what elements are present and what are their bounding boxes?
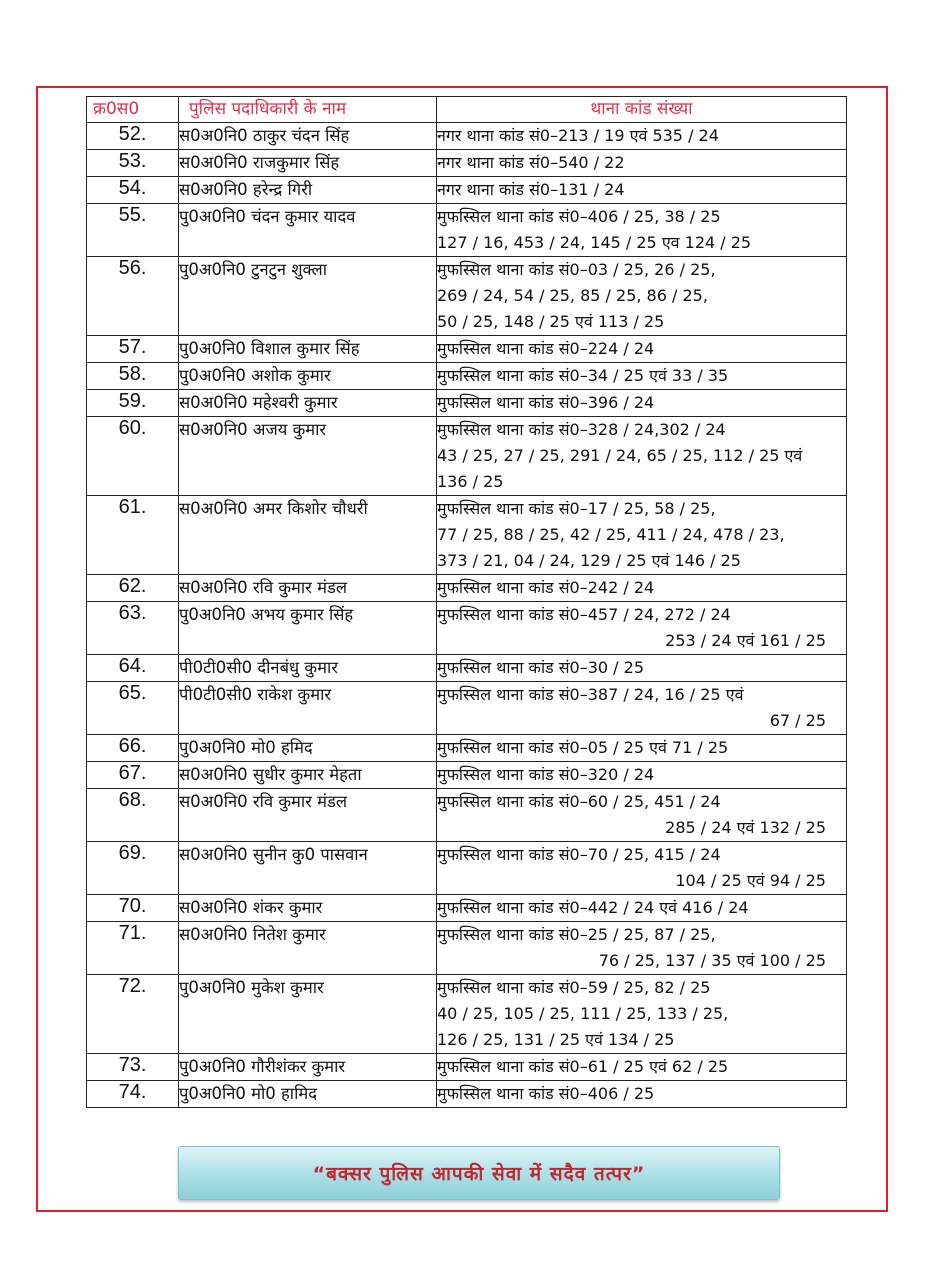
case-numbers	[437, 975, 847, 1054]
table-row	[87, 735, 847, 762]
case-line: मुफस्सिल थाना कांड सं0–25 / 25, 87 / 25,	[437, 925, 716, 944]
serial-number: 56.	[87, 257, 179, 336]
case-numbers	[437, 177, 847, 204]
table-row	[87, 204, 847, 257]
officer-name: स0अ0नि0 रवि कुमार मंडल	[179, 789, 437, 842]
serial-number: 52.	[87, 123, 179, 150]
table-header-row	[87, 97, 847, 123]
officer-name: पी0टी0सी0 राकेश कुमार	[179, 682, 437, 735]
slogan-text: “बक्सर पुलिस आपकी सेवा में सदैव तत्पर”	[312, 1163, 646, 1185]
header-serial: क्र0स0	[87, 97, 179, 123]
case-line: 40 / 25, 105 / 25, 111 / 25, 133 / 25,	[437, 1004, 729, 1023]
officer-name: पु0अ0नि0 अभय कुमार सिंह	[179, 602, 437, 655]
case-numbers	[437, 417, 847, 496]
officer-name: स0अ0नि0 सुनीन कु0 पासवान	[179, 842, 437, 895]
case-line: मुफस्सिल थाना कांड सं0–320 / 24	[437, 765, 655, 784]
officer-name: पी0टी0सी0 दीनबंधु कुमार	[179, 655, 437, 682]
case-line: मुफस्सिल थाना कांड सं0–224 / 24	[437, 339, 655, 358]
case-line: नगर थाना कांड सं0–131 / 24	[437, 180, 625, 199]
serial-number: 74.	[87, 1081, 179, 1108]
case-numbers	[437, 575, 847, 602]
table-row	[87, 336, 847, 363]
serial-number: 69.	[87, 842, 179, 895]
header-officer-name: पुलिस पदाधिकारी के नाम	[179, 97, 437, 123]
case-numbers	[437, 1081, 847, 1108]
case-numbers	[437, 1054, 847, 1081]
slogan-banner	[178, 1146, 780, 1200]
case-line: मुफस्सिल थाना कांड सं0–70 / 25, 415 / 24	[437, 845, 721, 864]
serial-number: 63.	[87, 602, 179, 655]
table-row	[87, 762, 847, 789]
officer-name: पु0अ0नि0 मो0 हामिद	[179, 1081, 437, 1108]
serial-number: 66.	[87, 735, 179, 762]
serial-number: 68.	[87, 789, 179, 842]
officer-name: पु0अ0नि0 चंदन कुमार यादव	[179, 204, 437, 257]
case-line: मुफस्सिल थाना कांड सं0–59 / 25, 82 / 25	[437, 978, 711, 997]
officer-name: स0अ0नि0 राजकुमार सिंह	[179, 150, 437, 177]
case-line: मुफस्सिल थाना कांड सं0–30 / 25	[437, 658, 645, 677]
officer-name: स0अ0नि0 रवि कुमार मंडल	[179, 575, 437, 602]
case-line: मुफस्सिल थाना कांड सं0–05 / 25 एवं 71 / 25	[437, 738, 729, 757]
case-line: मुफस्सिल थाना कांड सं0–406 / 25, 38 / 25	[437, 207, 721, 226]
serial-number: 61.	[87, 496, 179, 575]
case-line: मुफस्सिल थाना कांड सं0–442 / 24 एवं 416 / 24	[437, 898, 749, 917]
officer-name: पु0अ0नि0 विशाल कुमार सिंह	[179, 336, 437, 363]
officer-name: स0अ0नि0 नितेश कुमार	[179, 922, 437, 975]
table-row	[87, 257, 847, 336]
case-line: मुफस्सिल थाना कांड सं0–03 / 25, 26 / 25,	[437, 260, 716, 279]
header-case-numbers: थाना कांड संख्या	[437, 97, 847, 123]
case-numbers	[437, 895, 847, 922]
officer-name: स0अ0नि0 सुधीर कुमार मेहता	[179, 762, 437, 789]
case-numbers	[437, 363, 847, 390]
case-line: मुफस्सिल थाना कांड सं0–60 / 25, 451 / 24	[437, 792, 721, 811]
case-line: 136 / 25	[437, 472, 504, 491]
serial-number: 73.	[87, 1054, 179, 1081]
case-line: 285 / 24 एवं 132 / 25	[665, 818, 826, 837]
case-line: मुफस्सिल थाना कांड सं0–406 / 25	[437, 1084, 655, 1103]
serial-number: 72.	[87, 975, 179, 1054]
case-numbers	[437, 735, 847, 762]
serial-number: 59.	[87, 390, 179, 417]
case-numbers	[437, 123, 847, 150]
table-row	[87, 496, 847, 575]
case-numbers	[437, 336, 847, 363]
table-row	[87, 390, 847, 417]
case-numbers	[437, 762, 847, 789]
table-row	[87, 123, 847, 150]
serial-number: 62.	[87, 575, 179, 602]
officer-name: स0अ0नि0 हरेन्द्र गिरी	[179, 177, 437, 204]
case-line: मुफस्सिल थाना कांड सं0–457 / 24, 272 / 24	[437, 605, 731, 624]
case-line: 126 / 25, 131 / 25 एवं 134 / 25	[437, 1030, 675, 1049]
case-line: मुफस्सिल थाना कांड सं0–17 / 25, 58 / 25,	[437, 499, 716, 518]
case-line: 104 / 25 एवं 94 / 25	[675, 871, 826, 890]
serial-number: 67.	[87, 762, 179, 789]
officer-case-table	[86, 96, 847, 1108]
table-row	[87, 602, 847, 655]
case-numbers	[437, 842, 847, 895]
serial-number: 65.	[87, 682, 179, 735]
case-line: मुफस्सिल थाना कांड सं0–242 / 24	[437, 578, 655, 597]
officer-name: पु0अ0नि0 मुकेश कुमार	[179, 975, 437, 1054]
case-line: 253 / 24 एवं 161 / 25	[665, 631, 826, 650]
table-row	[87, 1081, 847, 1108]
serial-number: 70.	[87, 895, 179, 922]
case-line: 76 / 25, 137 / 35 एवं 100 / 25	[598, 951, 826, 970]
serial-number: 55.	[87, 204, 179, 257]
serial-number: 60.	[87, 417, 179, 496]
table-row	[87, 842, 847, 895]
case-numbers	[437, 150, 847, 177]
table-row	[87, 975, 847, 1054]
case-line: 67 / 25	[769, 711, 826, 730]
case-line: मुफस्सिल थाना कांड सं0–328 / 24,302 / 24	[437, 420, 726, 439]
case-line: मुफस्सिल थाना कांड सं0–387 / 24, 16 / 25 एवं	[437, 685, 744, 704]
case-numbers	[437, 496, 847, 575]
serial-number: 71.	[87, 922, 179, 975]
table-row	[87, 655, 847, 682]
case-line: 127 / 16, 453 / 24, 145 / 25 एव 124 / 25	[437, 233, 752, 252]
officer-name: पु0अ0नि0 टुनटुन शुक्ला	[179, 257, 437, 336]
case-numbers	[437, 922, 847, 975]
table-row	[87, 789, 847, 842]
case-line: 50 / 25, 148 / 25 एवं 113 / 25	[437, 312, 665, 331]
table-row	[87, 177, 847, 204]
officer-name: पु0अ0नि0 मो0 हमिद	[179, 735, 437, 762]
case-numbers	[437, 655, 847, 682]
table-row	[87, 575, 847, 602]
table-row	[87, 922, 847, 975]
serial-number: 53.	[87, 150, 179, 177]
case-numbers	[437, 789, 847, 842]
officer-name: स0अ0नि0 अजय कुमार	[179, 417, 437, 496]
case-line: मुफस्सिल थाना कांड सं0–34 / 25 एवं 33 / 35	[437, 366, 729, 385]
case-numbers	[437, 257, 847, 336]
case-numbers	[437, 390, 847, 417]
case-numbers	[437, 682, 847, 735]
officer-name: स0अ0नि0 शंकर कुमार	[179, 895, 437, 922]
case-line: मुफस्सिल थाना कांड सं0–396 / 24	[437, 393, 655, 412]
case-line: नगर थाना कांड सं0–540 / 22	[437, 153, 625, 172]
table-row	[87, 682, 847, 735]
case-line: 43 / 25, 27 / 25, 291 / 24, 65 / 25, 112 / 25 एवं	[437, 446, 803, 465]
case-line: नगर थाना कांड सं0–213 / 19 एवं 535 / 24	[437, 126, 719, 145]
serial-number: 57.	[87, 336, 179, 363]
table-row	[87, 363, 847, 390]
officer-name: पु0अ0नि0 अशोक कुमार	[179, 363, 437, 390]
table-row	[87, 895, 847, 922]
case-numbers	[437, 204, 847, 257]
officer-name: स0अ0नि0 अमर किशोर चौधरी	[179, 496, 437, 575]
case-line: 77 / 25, 88 / 25, 42 / 25, 411 / 24, 478 / 23,	[437, 525, 785, 544]
case-line: 373 / 21, 04 / 24, 129 / 25 एवं 146 / 25	[437, 551, 741, 570]
table-row	[87, 150, 847, 177]
table-row	[87, 417, 847, 496]
officer-name: स0अ0नि0 महेश्वरी कुमार	[179, 390, 437, 417]
officer-name: पु0अ0नि0 गौरीशंकर कुमार	[179, 1054, 437, 1081]
serial-number: 64.	[87, 655, 179, 682]
serial-number: 54.	[87, 177, 179, 204]
case-line: 269 / 24, 54 / 25, 85 / 25, 86 / 25,	[437, 286, 708, 305]
case-line: मुफस्सिल थाना कांड सं0–61 / 25 एवं 62 / 25	[437, 1057, 729, 1076]
serial-number: 58.	[87, 363, 179, 390]
officer-name: स0अ0नि0 ठाकुर चंदन सिंह	[179, 123, 437, 150]
table-row	[87, 1054, 847, 1081]
case-numbers	[437, 602, 847, 655]
